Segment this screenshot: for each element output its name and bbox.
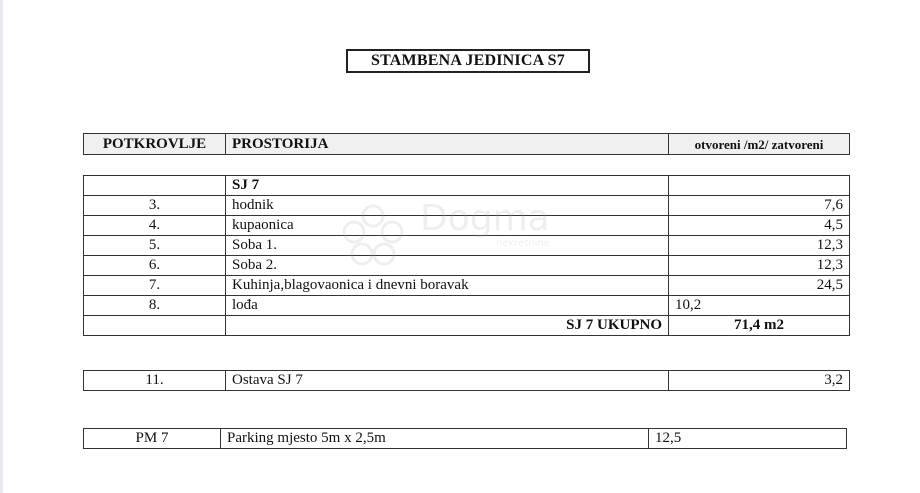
room-name: Soba 2. <box>226 256 669 276</box>
header-table <box>83 133 850 155</box>
watermark-brand: Dogma <box>420 198 550 239</box>
total-value: 71,4 m2 <box>669 316 850 336</box>
parking-name: Parking mjesto 5m x 2,5m <box>221 429 649 449</box>
table-row <box>84 196 850 216</box>
room-area: 12,3 <box>669 256 850 276</box>
empty-cell <box>669 176 850 196</box>
room-number: 5. <box>84 236 226 256</box>
room-number: 6. <box>84 256 226 276</box>
room-name: hodnik <box>226 196 669 216</box>
storage-number: 11. <box>84 371 226 391</box>
room-name: Kuhinja,blagovaonica i dnevni boravak <box>226 276 669 296</box>
parking-area: 12,5 <box>649 429 847 449</box>
room-area: 7,6 <box>669 196 850 216</box>
room-number: 4. <box>84 216 226 236</box>
header-prostorija: PROSTORIJA <box>226 134 669 155</box>
room-number: 3. <box>84 196 226 216</box>
room-name: Soba 1. <box>226 236 669 256</box>
table-row <box>84 216 850 236</box>
room-area: 24,5 <box>669 276 850 296</box>
table-row <box>84 296 850 316</box>
room-area: 12,3 <box>669 236 850 256</box>
storage-name: Ostava SJ 7 <box>226 371 669 391</box>
table-row <box>84 176 850 196</box>
table-row <box>84 236 850 256</box>
room-name: kupaonica <box>226 216 669 236</box>
header-row <box>84 134 850 155</box>
room-area: 4,5 <box>669 216 850 236</box>
table-row <box>84 429 847 449</box>
table-row <box>84 256 850 276</box>
page-edge <box>0 0 3 493</box>
storage-area: 3,2 <box>669 371 850 391</box>
room-area-open: 10,2 <box>669 296 850 316</box>
unit-label: SJ 7 <box>226 176 669 196</box>
total-row <box>84 316 850 336</box>
watermark-sub: nekretnine <box>496 238 550 249</box>
total-label: SJ 7 UKUPNO <box>226 316 669 336</box>
unit-table <box>83 175 850 336</box>
header-area: otvoreni /m2/ zatvoreni <box>669 134 850 155</box>
empty-cell <box>84 316 226 336</box>
room-number: 8. <box>84 296 226 316</box>
table-row <box>84 371 850 391</box>
header-potkrovlje: POTKROVLJE <box>84 134 226 155</box>
storage-table <box>83 370 850 391</box>
parking-number: PM 7 <box>84 429 221 449</box>
page-title: STAMBENA JEDINICA S7 <box>346 49 590 73</box>
room-number: 7. <box>84 276 226 296</box>
room-name: lođa <box>226 296 669 316</box>
empty-cell <box>84 176 226 196</box>
table-row <box>84 276 850 296</box>
parking-table <box>83 428 847 449</box>
